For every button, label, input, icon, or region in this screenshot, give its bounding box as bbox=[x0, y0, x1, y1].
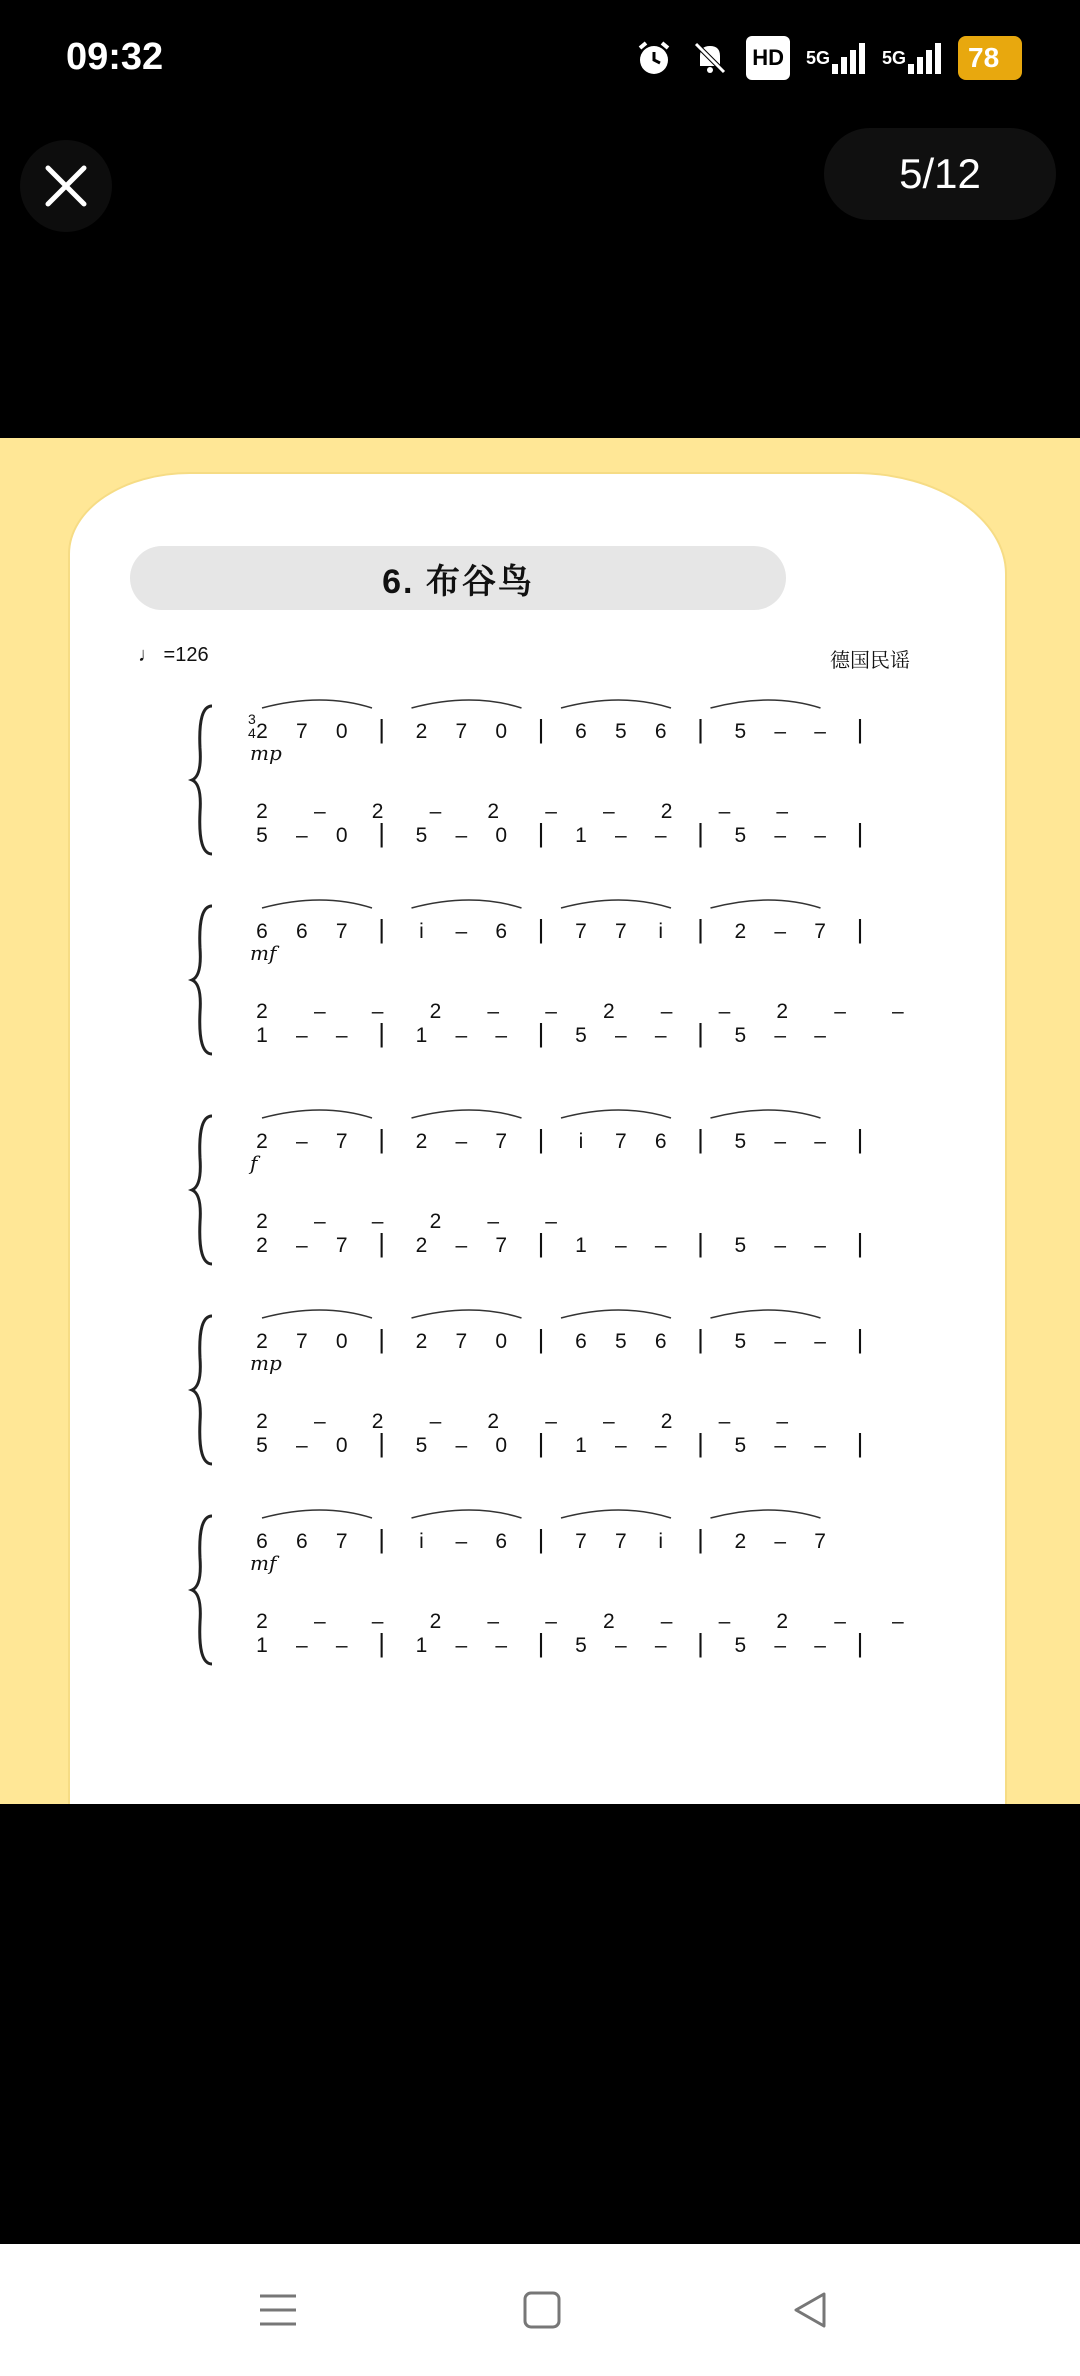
slur-mark bbox=[711, 1310, 821, 1318]
bass-note: 1 bbox=[575, 1234, 587, 1257]
treble-note: 7 bbox=[455, 1330, 468, 1353]
bass-top-note: – bbox=[429, 1410, 442, 1433]
bass-note: – bbox=[296, 1234, 308, 1257]
signal-icon-2 bbox=[882, 38, 942, 78]
bass-note: – bbox=[335, 1634, 348, 1657]
bass-note: 5 bbox=[256, 1434, 268, 1457]
bass-note: – bbox=[455, 824, 468, 847]
bass-top-note: – bbox=[718, 800, 731, 823]
barline: | bbox=[697, 818, 704, 848]
barline: | bbox=[856, 914, 864, 944]
bass-note: 5 bbox=[575, 1634, 587, 1657]
bass-note: – bbox=[814, 1634, 826, 1657]
slur-mark bbox=[711, 900, 821, 908]
treble-note: – bbox=[455, 1530, 468, 1553]
close-icon bbox=[44, 164, 88, 208]
treble-note: 7 bbox=[335, 1530, 348, 1553]
bass-top-note: 2 bbox=[660, 800, 673, 823]
treble-note: i bbox=[658, 1530, 664, 1553]
bass-note: – bbox=[296, 824, 308, 847]
bass-top-note: 2 bbox=[429, 1000, 442, 1023]
barline: | bbox=[378, 914, 385, 944]
treble-note: 7 bbox=[575, 920, 587, 943]
bass-top-note: – bbox=[371, 1210, 384, 1233]
treble-note: 0 bbox=[495, 1330, 508, 1353]
treble-note: 2 bbox=[256, 720, 268, 743]
bass-top-note: – bbox=[545, 1610, 557, 1633]
tempo-marking: ♩ =126 bbox=[138, 644, 209, 666]
barline: | bbox=[537, 1428, 545, 1458]
menu-icon bbox=[258, 2292, 298, 2328]
bass-top-note: – bbox=[660, 1000, 673, 1023]
staff-brace bbox=[192, 906, 212, 1054]
slur-mark bbox=[561, 1310, 671, 1318]
bass-note: – bbox=[455, 1634, 468, 1657]
dynamic-marking: f bbox=[250, 1151, 258, 1175]
treble-note: – bbox=[774, 1330, 787, 1353]
bass-top-note: – bbox=[545, 1210, 557, 1233]
treble-note: 5 bbox=[734, 1330, 747, 1353]
barline: | bbox=[697, 1124, 704, 1154]
treble-note: 6 bbox=[654, 720, 667, 743]
bass-top-note: – bbox=[487, 1610, 500, 1633]
bass-top-note: 2 bbox=[776, 1000, 789, 1023]
mute-icon bbox=[690, 38, 730, 78]
slur-mark bbox=[561, 1110, 671, 1118]
bass-note: – bbox=[654, 1024, 667, 1047]
bass-note: 5 bbox=[734, 1634, 747, 1657]
home-icon bbox=[522, 2290, 562, 2330]
bass-note: 5 bbox=[256, 824, 268, 847]
bass-note: 5 bbox=[415, 1434, 428, 1457]
barline: | bbox=[856, 818, 864, 848]
bass-top-note: – bbox=[487, 1000, 500, 1023]
bass-top-note: – bbox=[892, 1000, 904, 1023]
bass-note: – bbox=[495, 1634, 508, 1657]
image-viewer[interactable] bbox=[0, 438, 1080, 1804]
battery-indicator: 78 bbox=[958, 36, 1022, 80]
bass-note: – bbox=[455, 1234, 468, 1257]
treble-note: 0 bbox=[335, 720, 348, 743]
home-button[interactable] bbox=[512, 2280, 572, 2340]
barline: | bbox=[697, 914, 704, 944]
bass-note: 7 bbox=[495, 1234, 508, 1257]
bass-top-note: – bbox=[834, 1610, 846, 1633]
treble-note: 6 bbox=[296, 920, 308, 943]
bass-note: – bbox=[774, 1024, 787, 1047]
dynamic-marking: mf bbox=[250, 1551, 277, 1575]
bass-top-note: – bbox=[545, 1000, 557, 1023]
alarm-icon bbox=[634, 38, 674, 78]
treble-note: 2 bbox=[415, 1330, 428, 1353]
treble-note: – bbox=[774, 720, 787, 743]
treble-note: i bbox=[419, 1530, 424, 1553]
bass-top-note: 2 bbox=[371, 1410, 384, 1433]
treble-note: 6 bbox=[296, 1530, 308, 1553]
bass-note: 1 bbox=[575, 824, 587, 847]
viewer-top-bar bbox=[0, 120, 1080, 240]
barline: | bbox=[856, 1428, 864, 1458]
treble-note: 5 bbox=[734, 1130, 747, 1153]
network-label-2: 5G bbox=[881, 47, 906, 68]
song-title: 6. 布谷鸟 bbox=[382, 562, 534, 601]
barline: | bbox=[378, 1018, 385, 1048]
treble-note: – bbox=[455, 1130, 468, 1153]
treble-note: – bbox=[814, 720, 826, 743]
bass-note: 1 bbox=[256, 1024, 268, 1047]
menu-button[interactable] bbox=[248, 2280, 308, 2340]
bass-note: 0 bbox=[495, 824, 508, 847]
bass-note: 0 bbox=[335, 824, 348, 847]
slur-mark bbox=[262, 700, 372, 708]
status-time: 09:32 bbox=[66, 36, 164, 78]
treble-note: – bbox=[774, 920, 787, 943]
bass-top-note: 2 bbox=[256, 1210, 268, 1233]
bass-top-note: – bbox=[313, 1610, 326, 1633]
barline: | bbox=[856, 1628, 864, 1658]
slur-mark bbox=[412, 700, 522, 708]
bass-note: 2 bbox=[415, 1234, 428, 1257]
bass-note: – bbox=[774, 1434, 787, 1457]
treble-note: i bbox=[658, 920, 664, 943]
treble-note: 2 bbox=[415, 1130, 428, 1153]
network-label-1: 5G bbox=[805, 47, 830, 68]
bass-top-note: 2 bbox=[429, 1210, 442, 1233]
treble-note: 6 bbox=[495, 920, 508, 943]
bass-top-note: 2 bbox=[256, 1000, 268, 1023]
slur-mark bbox=[262, 1510, 372, 1518]
treble-note: 7 bbox=[575, 1530, 587, 1553]
dynamic-marking: mp bbox=[250, 741, 282, 765]
barline: | bbox=[537, 1324, 545, 1354]
barline: | bbox=[537, 914, 545, 944]
bass-top-note: – bbox=[602, 1410, 615, 1433]
bass-top-note: – bbox=[371, 1000, 384, 1023]
barline: | bbox=[378, 1324, 385, 1354]
bass-note: – bbox=[814, 1434, 826, 1457]
bass-top-note: – bbox=[776, 800, 789, 823]
back-icon bbox=[790, 2290, 830, 2330]
staff-brace bbox=[192, 706, 212, 854]
treble-note: 7 bbox=[296, 1330, 308, 1353]
bass-top-note: – bbox=[313, 1000, 326, 1023]
bass-note: – bbox=[814, 1234, 826, 1257]
bass-note: 5 bbox=[734, 1024, 747, 1047]
treble-note: 7 bbox=[814, 920, 826, 943]
bass-note: 5 bbox=[575, 1024, 587, 1047]
slur-mark bbox=[711, 700, 821, 708]
barline: | bbox=[697, 1524, 704, 1554]
bass-top-note: – bbox=[892, 1610, 904, 1633]
bass-note: – bbox=[774, 1634, 787, 1657]
bass-top-note: – bbox=[718, 1410, 731, 1433]
bass-note: 1 bbox=[415, 1634, 428, 1657]
treble-note: 6 bbox=[575, 720, 587, 743]
bass-note: 5 bbox=[734, 1234, 747, 1257]
slur-mark bbox=[412, 900, 522, 908]
bass-note: – bbox=[495, 1024, 508, 1047]
bass-top-note: 2 bbox=[256, 1410, 268, 1433]
bass-note: – bbox=[614, 1634, 627, 1657]
treble-note: – bbox=[774, 1530, 787, 1553]
bass-top-note: 2 bbox=[256, 800, 268, 823]
treble-note: 6 bbox=[256, 920, 268, 943]
bass-note: – bbox=[654, 1234, 667, 1257]
close-button[interactable] bbox=[20, 140, 112, 232]
signal-icon bbox=[806, 38, 866, 78]
slur-mark bbox=[561, 900, 671, 908]
bass-top-note: – bbox=[487, 1210, 500, 1233]
slur-mark bbox=[711, 1110, 821, 1118]
treble-note: 7 bbox=[614, 1130, 627, 1153]
time-signature-top: 3 bbox=[248, 711, 256, 727]
bass-note: – bbox=[296, 1634, 308, 1657]
bass-top-note: 2 bbox=[487, 800, 500, 823]
slur-mark bbox=[262, 900, 372, 908]
status-icons bbox=[634, 36, 1022, 80]
bass-note: – bbox=[614, 1024, 627, 1047]
staff-brace bbox=[192, 1516, 212, 1664]
bass-top-note: – bbox=[776, 1410, 789, 1433]
bass-note: – bbox=[455, 1024, 468, 1047]
barline: | bbox=[537, 714, 545, 744]
barline: | bbox=[537, 1228, 545, 1258]
slur-mark bbox=[412, 1310, 522, 1318]
bass-top-note: 2 bbox=[602, 1610, 615, 1633]
bass-top-note: 2 bbox=[429, 1610, 442, 1633]
treble-note: 5 bbox=[734, 720, 747, 743]
slur-mark bbox=[561, 700, 671, 708]
barline: | bbox=[378, 1124, 385, 1154]
barline: | bbox=[856, 1228, 864, 1258]
bass-note: 2 bbox=[256, 1234, 268, 1257]
barline: | bbox=[856, 1124, 864, 1154]
treble-note: 6 bbox=[654, 1330, 667, 1353]
bass-top-note: – bbox=[429, 800, 442, 823]
treble-note: 7 bbox=[455, 720, 468, 743]
bass-note: 7 bbox=[335, 1234, 348, 1257]
bass-note: – bbox=[774, 824, 787, 847]
barline: | bbox=[537, 1628, 545, 1658]
bass-top-note: – bbox=[660, 1610, 673, 1633]
barline: | bbox=[856, 1324, 864, 1354]
slur-mark bbox=[262, 1110, 372, 1118]
bass-note: – bbox=[614, 1234, 627, 1257]
bass-top-note: – bbox=[834, 1000, 846, 1023]
time-signature-bottom: 4 bbox=[248, 725, 256, 741]
slur-mark bbox=[412, 1110, 522, 1118]
bass-note: 5 bbox=[415, 824, 428, 847]
treble-note: 7 bbox=[296, 720, 308, 743]
treble-note: 6 bbox=[495, 1530, 508, 1553]
back-button[interactable] bbox=[780, 2280, 840, 2340]
bass-note: – bbox=[774, 1234, 787, 1257]
treble-note: 5 bbox=[614, 1330, 627, 1353]
bass-top-note: – bbox=[313, 800, 326, 823]
page-counter: 5/12 bbox=[824, 128, 1056, 220]
bass-top-note: 2 bbox=[660, 1410, 673, 1433]
treble-note: 2 bbox=[734, 1530, 747, 1553]
dynamic-marking: mp bbox=[250, 1351, 282, 1375]
barline: | bbox=[537, 818, 545, 848]
barline: | bbox=[537, 1018, 545, 1048]
treble-note: 5 bbox=[614, 720, 627, 743]
bass-note: – bbox=[814, 1024, 826, 1047]
bass-note: – bbox=[296, 1434, 308, 1457]
staff-brace bbox=[192, 1316, 212, 1464]
slur-mark bbox=[412, 1510, 522, 1518]
bass-note: – bbox=[296, 1024, 308, 1047]
treble-note: 7 bbox=[814, 1530, 826, 1553]
bass-note: 1 bbox=[575, 1434, 587, 1457]
bass-top-note: 2 bbox=[256, 1610, 268, 1633]
barline: | bbox=[378, 1524, 385, 1554]
status-bar bbox=[0, 0, 1080, 120]
barline: | bbox=[378, 714, 385, 744]
bass-note: – bbox=[654, 824, 667, 847]
barline: | bbox=[378, 1428, 385, 1458]
score-notation bbox=[0, 438, 1080, 1804]
treble-note: 6 bbox=[654, 1130, 667, 1153]
treble-note: – bbox=[814, 1330, 826, 1353]
treble-note: 0 bbox=[495, 720, 508, 743]
slur-mark bbox=[262, 1310, 372, 1318]
dynamic-marking: mf bbox=[250, 941, 277, 965]
bass-note: 0 bbox=[495, 1434, 508, 1457]
treble-note: i bbox=[419, 920, 424, 943]
barline: | bbox=[697, 714, 704, 744]
barline: | bbox=[697, 1228, 704, 1258]
barline: | bbox=[537, 1124, 545, 1154]
treble-note: 0 bbox=[335, 1330, 348, 1353]
bass-top-note: – bbox=[718, 1000, 731, 1023]
treble-note: 7 bbox=[614, 1530, 627, 1553]
bass-top-note: 2 bbox=[487, 1410, 500, 1433]
treble-note: 2 bbox=[734, 920, 747, 943]
bass-note: – bbox=[614, 824, 627, 847]
treble-note: 7 bbox=[495, 1130, 508, 1153]
bass-top-note: – bbox=[371, 1610, 384, 1633]
bass-top-note: – bbox=[545, 1410, 557, 1433]
treble-note: 7 bbox=[335, 920, 348, 943]
treble-note: 2 bbox=[256, 1130, 268, 1153]
bass-top-note: – bbox=[313, 1410, 326, 1433]
treble-note: 7 bbox=[335, 1130, 348, 1153]
treble-note: 2 bbox=[415, 720, 428, 743]
bass-note: 5 bbox=[734, 824, 747, 847]
slur-mark bbox=[711, 1510, 821, 1518]
barline: | bbox=[697, 1428, 704, 1458]
barline: | bbox=[378, 818, 385, 848]
treble-note: 6 bbox=[256, 1530, 268, 1553]
slur-mark bbox=[561, 1510, 671, 1518]
bass-note: 5 bbox=[734, 1434, 747, 1457]
bass-top-note: 2 bbox=[371, 800, 384, 823]
barline: | bbox=[378, 1628, 385, 1658]
treble-note: i bbox=[578, 1130, 584, 1153]
bass-top-note: 2 bbox=[776, 1610, 789, 1633]
bass-top-note: – bbox=[602, 800, 615, 823]
bass-note: – bbox=[654, 1634, 667, 1657]
bass-note: 1 bbox=[256, 1634, 268, 1657]
treble-note: – bbox=[296, 1130, 308, 1153]
bass-note: – bbox=[654, 1434, 667, 1457]
staff-brace bbox=[192, 1116, 212, 1264]
barline: | bbox=[856, 714, 864, 744]
bass-top-note: – bbox=[545, 800, 557, 823]
treble-note: – bbox=[774, 1130, 787, 1153]
bass-note: 0 bbox=[335, 1434, 348, 1457]
song-origin: 德国民谣 bbox=[830, 650, 910, 672]
bass-note: 1 bbox=[415, 1024, 428, 1047]
bass-note: – bbox=[814, 824, 826, 847]
barline: | bbox=[378, 1228, 385, 1258]
bass-note: – bbox=[455, 1434, 468, 1457]
barline: | bbox=[537, 1524, 545, 1554]
bass-top-note: – bbox=[718, 1610, 731, 1633]
treble-note: 2 bbox=[256, 1330, 268, 1353]
treble-note: – bbox=[455, 920, 468, 943]
bass-note: – bbox=[614, 1434, 627, 1457]
bass-top-note: – bbox=[313, 1210, 326, 1233]
barline: | bbox=[697, 1628, 704, 1658]
barline: | bbox=[697, 1018, 704, 1048]
barline: | bbox=[697, 1324, 704, 1354]
treble-note: 6 bbox=[575, 1330, 587, 1353]
treble-note: 7 bbox=[614, 920, 627, 943]
bass-note: – bbox=[335, 1024, 348, 1047]
bass-top-note: 2 bbox=[602, 1000, 615, 1023]
treble-note: – bbox=[814, 1130, 826, 1153]
hd-badge: HD bbox=[746, 36, 790, 80]
navigation-bar bbox=[0, 2244, 1080, 2376]
